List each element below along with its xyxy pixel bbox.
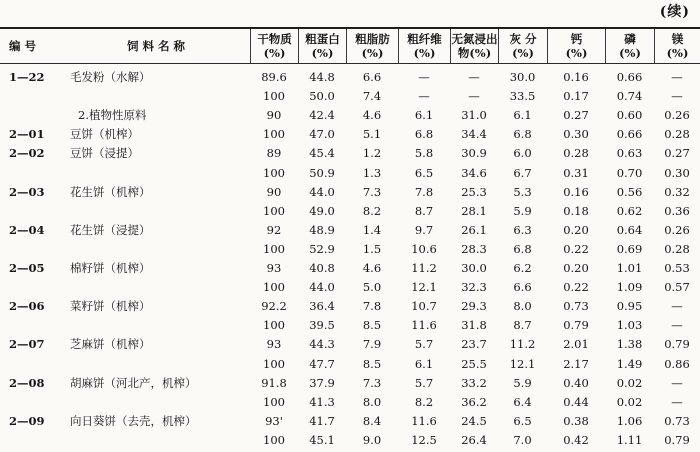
cell-nitrogen-free-extract: 34.6 bbox=[461, 165, 487, 180]
cell-crude-fat: 8.4 bbox=[362, 413, 382, 428]
cell-magnesium: 0.73 bbox=[664, 413, 690, 428]
feed-code: 2—05 bbox=[9, 261, 45, 275]
cell-crude-protein: 40.8 bbox=[309, 261, 335, 275]
header-ash: 灰 分 (%) bbox=[498, 29, 547, 63]
cell-nitrogen-free-extract: 31.0 bbox=[461, 108, 487, 123]
cell-calcium: 0.31 bbox=[563, 165, 589, 180]
cell-nitrogen-free-extract: 25.5 bbox=[461, 356, 487, 371]
cell-calcium: 0.40 bbox=[563, 375, 589, 390]
cell-dry-matter: 100 bbox=[263, 127, 285, 142]
cell-calcium: 2.17 bbox=[563, 356, 589, 371]
cell-nitrogen-free-extract: 24.5 bbox=[461, 413, 487, 428]
cell-crude-fiber: 5.7 bbox=[414, 375, 434, 390]
cell-phosphorus: 0.64 bbox=[616, 222, 643, 237]
cell-magnesium: — bbox=[671, 318, 683, 333]
cell-magnesium: — bbox=[671, 89, 683, 104]
cell-crude-fat: 1.5 bbox=[362, 241, 382, 256]
cell-magnesium: — bbox=[671, 394, 683, 409]
cell-phosphorus: 0.66 bbox=[616, 70, 643, 84]
cell-crude-protein: 41.3 bbox=[309, 394, 335, 409]
cell-crude-fiber: 9.7 bbox=[414, 222, 434, 237]
cell-nitrogen-free-extract: 23.7 bbox=[461, 337, 487, 352]
cell-nitrogen-free-extract: 31.8 bbox=[461, 318, 487, 333]
cell-crude-fiber: 6.1 bbox=[414, 108, 434, 123]
cell-ash: 12.1 bbox=[509, 356, 536, 371]
cell-crude-protein: 50.0 bbox=[309, 89, 335, 104]
cell-calcium: 0.20 bbox=[563, 261, 589, 275]
cell-magnesium: 0.27 bbox=[664, 146, 690, 161]
header-crude-protein: 粗蛋白 (%) bbox=[298, 29, 346, 63]
cell-nitrogen-free-extract: 28.1 bbox=[461, 203, 487, 218]
cell-magnesium: 0.57 bbox=[664, 280, 690, 295]
cell-dry-matter: 93 bbox=[266, 337, 282, 352]
cell-magnesium: 0.26 bbox=[664, 222, 690, 237]
cell-dry-matter: 91.8 bbox=[261, 375, 287, 390]
cell-phosphorus: 1.03 bbox=[616, 318, 643, 333]
cell-crude-fat: 6.6 bbox=[362, 70, 382, 84]
cell-nitrogen-free-extract: 25.3 bbox=[461, 184, 487, 199]
cell-crude-fiber: 11.2 bbox=[411, 261, 437, 275]
cell-crude-fat: 7.8 bbox=[362, 299, 382, 314]
cell-ash: 6.2 bbox=[513, 261, 532, 275]
cell-phosphorus: 0.95 bbox=[616, 299, 643, 314]
table-row bbox=[0, 278, 700, 297]
table-row bbox=[0, 393, 700, 412]
cell-phosphorus: 0.63 bbox=[616, 146, 643, 161]
cell-phosphorus: 0.66 bbox=[616, 127, 643, 142]
cell-magnesium: — bbox=[671, 70, 683, 84]
feed-code: 2—01 bbox=[9, 127, 45, 142]
feed-name: 胡麻饼（河北产，机榨） bbox=[70, 375, 197, 390]
table-row bbox=[0, 297, 700, 316]
header-dry-matter: 干物质 (%) bbox=[250, 29, 298, 63]
cell-crude-fiber: 8.7 bbox=[414, 203, 434, 218]
cell-dry-matter: 100 bbox=[263, 280, 285, 295]
feed-name: 棉籽饼（机榨） bbox=[70, 261, 151, 275]
cell-ash: 6.4 bbox=[513, 394, 532, 409]
cell-nitrogen-free-extract: 26.1 bbox=[461, 222, 487, 237]
cell-ash: 5.9 bbox=[513, 375, 532, 390]
cell-crude-fat: 4.6 bbox=[362, 261, 382, 275]
cell-magnesium: 0.28 bbox=[664, 127, 690, 142]
table-header bbox=[0, 29, 700, 63]
cell-phosphorus: 1.01 bbox=[616, 261, 643, 275]
cell-nitrogen-free-extract: — bbox=[468, 89, 480, 104]
cell-calcium: 0.38 bbox=[563, 413, 589, 428]
cell-phosphorus: 0.56 bbox=[616, 184, 643, 199]
cell-dry-matter: 100 bbox=[263, 394, 285, 409]
cell-crude-fat: 9.0 bbox=[362, 432, 382, 447]
cell-crude-protein: 47.0 bbox=[309, 127, 335, 142]
cell-crude-fiber: 5.8 bbox=[414, 146, 434, 161]
cell-crude-protein: 50.9 bbox=[309, 165, 335, 180]
cell-magnesium: 0.79 bbox=[664, 432, 690, 447]
cell-calcium: 2.01 bbox=[563, 337, 589, 352]
header-feed-name: 饲 料 名 称 bbox=[126, 39, 185, 53]
table-row bbox=[0, 87, 700, 106]
cell-crude-fat: 7.4 bbox=[362, 89, 382, 104]
cell-crude-protein: 48.9 bbox=[309, 222, 335, 237]
cell-dry-matter: 100 bbox=[263, 165, 285, 180]
cell-phosphorus: 1.11 bbox=[616, 432, 643, 447]
cell-nitrogen-free-extract: 28.3 bbox=[461, 241, 487, 256]
cell-crude-fiber: 6.1 bbox=[414, 356, 434, 371]
table-row bbox=[0, 259, 700, 278]
cell-phosphorus: 0.60 bbox=[616, 108, 643, 123]
cell-crude-protein: 49.0 bbox=[309, 203, 335, 218]
header-crude-fiber: 粗纤维 (%) bbox=[398, 29, 450, 63]
cell-ash: 33.5 bbox=[509, 89, 536, 104]
cell-phosphorus: 0.74 bbox=[616, 89, 643, 104]
feed-code: 2—04 bbox=[9, 222, 45, 237]
cell-crude-fat: 7.9 bbox=[362, 337, 382, 352]
continued-label: (续) bbox=[659, 4, 690, 20]
cell-phosphorus: 0.02 bbox=[616, 375, 643, 390]
feed-code: 2—03 bbox=[9, 184, 45, 199]
cell-nitrogen-free-extract: 34.4 bbox=[461, 127, 487, 142]
header-phosphorus: 磷 (%) bbox=[605, 29, 654, 63]
cell-ash: 30.0 bbox=[509, 70, 536, 84]
cell-ash: 11.2 bbox=[509, 337, 536, 352]
cell-crude-protein: 52.9 bbox=[309, 241, 335, 256]
cell-dry-matter: 93' bbox=[265, 413, 283, 428]
feed-name: 豆饼（机榨） bbox=[70, 127, 139, 142]
cell-calcium: 0.16 bbox=[563, 70, 589, 84]
cell-calcium: 0.27 bbox=[563, 108, 589, 123]
cell-dry-matter: 100 bbox=[263, 432, 285, 447]
cell-ash: 6.1 bbox=[513, 108, 532, 123]
feed-code: 2—08 bbox=[9, 375, 45, 390]
cell-ash: 6.7 bbox=[513, 165, 532, 180]
cell-phosphorus: 0.69 bbox=[616, 241, 643, 256]
table-row bbox=[0, 412, 700, 431]
header-crude-fat: 粗脂肪 (%) bbox=[346, 29, 398, 63]
cell-crude-protein: 45.4 bbox=[309, 146, 335, 161]
cell-calcium: 0.18 bbox=[563, 203, 589, 218]
feed-name: 毛发粉（水解） bbox=[70, 70, 151, 84]
cell-crude-fiber: 5.7 bbox=[414, 337, 434, 352]
cell-dry-matter: 90 bbox=[266, 108, 282, 123]
cell-crude-protein: 36.4 bbox=[309, 299, 335, 314]
cell-crude-fat: 8.5 bbox=[362, 318, 382, 333]
cell-calcium: 0.79 bbox=[563, 318, 589, 333]
cell-crude-fiber: — bbox=[418, 89, 430, 104]
feed-code: 2—09 bbox=[9, 413, 45, 428]
cell-ash: 5.9 bbox=[513, 203, 532, 218]
table-row bbox=[0, 164, 700, 183]
cell-nitrogen-free-extract: 30.9 bbox=[461, 146, 487, 161]
cell-phosphorus: 0.62 bbox=[616, 203, 643, 218]
cell-crude-fiber: 11.6 bbox=[411, 318, 437, 333]
cell-ash: 6.8 bbox=[513, 241, 532, 256]
feed-code: 2—07 bbox=[9, 337, 45, 352]
cell-phosphorus: 0.70 bbox=[616, 165, 643, 180]
cell-nitrogen-free-extract: 29.3 bbox=[461, 299, 487, 314]
header-code: 编 号 bbox=[9, 39, 37, 53]
cell-crude-fiber: 11.6 bbox=[411, 413, 437, 428]
cell-dry-matter: 89 bbox=[266, 146, 282, 161]
cell-dry-matter: 100 bbox=[263, 89, 285, 104]
cell-crude-fiber: 8.2 bbox=[414, 394, 434, 409]
cell-ash: 6.3 bbox=[513, 222, 532, 237]
cell-crude-protein: 42.4 bbox=[309, 108, 335, 123]
cell-calcium: 0.42 bbox=[563, 432, 589, 447]
cell-calcium: 0.16 bbox=[563, 184, 589, 199]
cell-ash: 8.7 bbox=[513, 318, 532, 333]
cell-calcium: 0.17 bbox=[563, 89, 589, 104]
cell-magnesium: 0.26 bbox=[664, 108, 690, 123]
cell-crude-fiber: — bbox=[418, 70, 430, 84]
cell-calcium: 0.22 bbox=[563, 241, 589, 256]
feed-name: 向日葵饼（去壳，机榨） bbox=[70, 413, 197, 428]
cell-magnesium: 0.86 bbox=[664, 356, 690, 371]
cell-magnesium: 0.36 bbox=[664, 203, 690, 218]
cell-crude-fiber: 6.8 bbox=[414, 127, 434, 142]
table-row bbox=[0, 125, 700, 144]
table-row bbox=[0, 374, 700, 393]
cell-magnesium: — bbox=[671, 299, 683, 314]
cell-magnesium: 0.79 bbox=[664, 337, 690, 352]
cell-nitrogen-free-extract: 36.2 bbox=[461, 394, 487, 409]
cell-crude-fat: 1.4 bbox=[362, 222, 382, 237]
cell-crude-fat: 5.1 bbox=[362, 127, 382, 142]
feed-name: 菜籽饼（机榨） bbox=[70, 299, 151, 314]
cell-calcium: 0.73 bbox=[563, 299, 589, 314]
cell-crude-fat: 8.5 bbox=[362, 356, 382, 371]
cell-magnesium: 0.32 bbox=[664, 184, 690, 199]
cell-crude-protein: 39.5 bbox=[309, 318, 335, 333]
cell-ash: 6.5 bbox=[513, 413, 532, 428]
feed-code: 2—02 bbox=[9, 146, 45, 161]
cell-calcium: 0.20 bbox=[563, 222, 589, 237]
cell-crude-fiber: 12.1 bbox=[411, 280, 437, 295]
table-row bbox=[0, 202, 700, 221]
feed-name: 芝麻饼（机榨） bbox=[70, 337, 151, 352]
feed-name: 花生饼（浸提） bbox=[70, 222, 151, 237]
cell-crude-protein: 44.3 bbox=[309, 337, 335, 352]
table-row bbox=[0, 68, 700, 87]
cell-crude-fiber: 6.5 bbox=[414, 165, 434, 180]
cell-nitrogen-free-extract: 26.4 bbox=[461, 432, 487, 447]
cell-crude-protein: 44.8 bbox=[309, 70, 335, 84]
table-row bbox=[0, 144, 700, 163]
cell-crude-fiber: 12.5 bbox=[411, 432, 437, 447]
cell-crude-protein: 47.7 bbox=[309, 356, 335, 371]
cell-dry-matter: 100 bbox=[263, 318, 285, 333]
cell-calcium: 0.30 bbox=[563, 127, 589, 142]
cell-nitrogen-free-extract: 33.2 bbox=[461, 375, 487, 390]
cell-crude-fiber: 7.8 bbox=[414, 184, 434, 199]
cell-crude-fat: 1.3 bbox=[362, 165, 382, 180]
cell-phosphorus: 0.02 bbox=[616, 394, 643, 409]
feed-code: 1—22 bbox=[9, 70, 45, 84]
table-row bbox=[0, 335, 700, 354]
cell-phosphorus: 1.49 bbox=[616, 356, 643, 371]
cell-crude-protein: 41.7 bbox=[309, 413, 335, 428]
table-row bbox=[0, 221, 700, 240]
cell-crude-protein: 44.0 bbox=[309, 280, 335, 295]
cell-phosphorus: 1.38 bbox=[616, 337, 643, 352]
cell-crude-fiber: 10.6 bbox=[411, 241, 437, 256]
cell-ash: 6.0 bbox=[513, 146, 532, 161]
table-row bbox=[0, 240, 700, 259]
cell-crude-protein: 45.1 bbox=[309, 432, 335, 447]
cell-magnesium: — bbox=[671, 375, 683, 390]
cell-crude-protein: 44.0 bbox=[309, 184, 335, 199]
cell-ash: 8.0 bbox=[513, 299, 532, 314]
feed-name: 花生饼（机榨） bbox=[70, 184, 151, 199]
cell-crude-fat: 8.0 bbox=[362, 394, 382, 409]
table-row bbox=[0, 316, 700, 335]
table-row bbox=[0, 431, 700, 450]
cell-dry-matter: 89.6 bbox=[261, 70, 287, 84]
cell-ash: 6.8 bbox=[513, 127, 532, 142]
cell-ash: 7.0 bbox=[513, 432, 532, 447]
cell-dry-matter: 100 bbox=[263, 356, 285, 371]
cell-dry-matter: 92 bbox=[266, 222, 282, 237]
cell-nitrogen-free-extract: 32.3 bbox=[461, 280, 487, 295]
cell-crude-protein: 37.9 bbox=[309, 375, 335, 390]
cell-magnesium: 0.30 bbox=[664, 165, 690, 180]
cell-dry-matter: 100 bbox=[263, 241, 285, 256]
cell-crude-fat: 4.6 bbox=[362, 108, 382, 123]
header-calcium: 钙 (%) bbox=[547, 29, 605, 63]
cell-dry-matter: 93 bbox=[266, 261, 282, 275]
table-row bbox=[0, 106, 700, 125]
cell-phosphorus: 1.06 bbox=[616, 413, 643, 428]
cell-nitrogen-free-extract: 30.0 bbox=[461, 261, 487, 275]
cell-dry-matter: 90 bbox=[266, 184, 282, 199]
cell-dry-matter: 92.2 bbox=[261, 299, 287, 314]
cell-calcium: 0.28 bbox=[563, 146, 589, 161]
cell-calcium: 0.22 bbox=[563, 280, 589, 295]
cell-magnesium: 0.28 bbox=[664, 241, 690, 256]
cell-calcium: 0.44 bbox=[563, 394, 589, 409]
table-row bbox=[0, 183, 700, 202]
cell-crude-fat: 7.3 bbox=[362, 375, 382, 390]
cell-magnesium: 0.53 bbox=[664, 261, 690, 275]
header-bottom-rule bbox=[0, 63, 700, 64]
cell-nitrogen-free-extract: — bbox=[468, 70, 480, 84]
cell-phosphorus: 1.09 bbox=[616, 280, 643, 295]
cell-crude-fiber: 10.7 bbox=[411, 299, 437, 314]
header-magnesium: 镁 (%) bbox=[654, 29, 700, 63]
cell-dry-matter: 100 bbox=[263, 203, 285, 218]
header-nitrogen-free-extract: 无氮浸出 物(%) bbox=[450, 29, 498, 63]
feed-code: 2—06 bbox=[9, 299, 45, 314]
cell-ash: 6.6 bbox=[513, 280, 532, 295]
table-row bbox=[0, 355, 700, 374]
cell-crude-fat: 1.2 bbox=[362, 146, 382, 161]
cell-crude-fat: 5.0 bbox=[362, 280, 382, 295]
cell-crude-fat: 8.2 bbox=[362, 203, 382, 218]
category-label: 2.植物性原料 bbox=[78, 108, 147, 123]
cell-ash: 5.3 bbox=[513, 184, 532, 199]
feed-name: 豆饼（浸提） bbox=[70, 146, 139, 161]
cell-crude-fat: 7.3 bbox=[362, 184, 382, 199]
